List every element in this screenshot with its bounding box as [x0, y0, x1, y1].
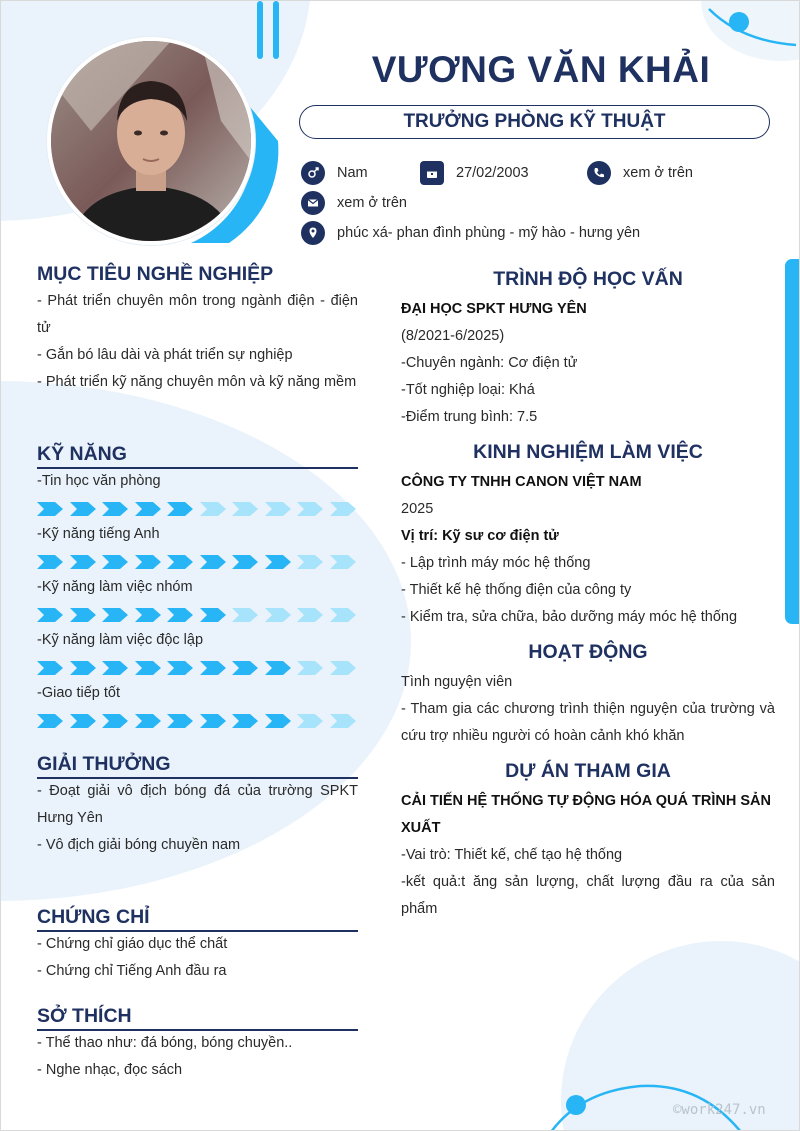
skill-arrow-filled	[232, 714, 258, 728]
skill-arrow-filled	[232, 555, 258, 569]
skill-arrow-empty	[297, 714, 323, 728]
experience-company: CÔNG TY TNHH CANON VIỆT NAM	[401, 474, 642, 490]
skill-arrow-empty	[330, 502, 356, 516]
skill-rating	[37, 608, 362, 622]
education-heading: TRÌNH ĐỘ HỌC VẤN	[493, 268, 683, 290]
skill-arrow-empty	[232, 608, 258, 622]
decor-bar	[273, 1, 279, 59]
skill-arrow-filled	[37, 714, 63, 728]
skill-rating	[37, 502, 362, 516]
skill-arrow-empty	[297, 502, 323, 516]
calendar-icon	[420, 161, 444, 185]
skill-rating	[37, 555, 362, 569]
skills-heading: KỸ NĂNG	[37, 443, 127, 465]
gender-value: Nam	[337, 165, 368, 181]
skill-arrow-filled	[200, 661, 226, 675]
skill-arrow-filled	[37, 555, 63, 569]
skill-arrow-empty	[200, 502, 226, 516]
skill-arrow-filled	[167, 714, 193, 728]
objective-heading: MỤC TIÊU NGHỀ NGHIỆP	[37, 263, 274, 285]
education-school: ĐẠI HỌC SPKT HƯNG YÊN	[401, 301, 587, 317]
phone-value: xem ở trên	[623, 165, 693, 181]
project-role: -Vai trò: Thiết kế, chế tạo hệ thống	[401, 847, 623, 863]
contact-birthday	[420, 161, 529, 185]
skill-arrow-filled	[232, 661, 258, 675]
candidate-name: VƯƠNG VĂN KHẢI	[371, 49, 711, 90]
skill-arrow-filled	[102, 502, 128, 516]
projects-heading: DỰ ÁN THAM GIA	[505, 760, 671, 782]
skill-arrow-empty	[330, 714, 356, 728]
skill-arrow-filled	[200, 608, 226, 622]
decor-bar	[257, 1, 263, 59]
education-major: -Chuyên ngành: Cơ điện tử	[401, 355, 578, 371]
skill-arrow-filled	[135, 555, 161, 569]
project-name: CẢI TIẾN HỆ THỐNG TỰ ĐỘNG HÓA QUÁ TRÌNH SẢN XUẤT	[401, 793, 771, 836]
skill-arrow-filled	[200, 555, 226, 569]
skill-arrow-filled	[102, 661, 128, 675]
education-period: (8/2021-6/2025)	[401, 328, 505, 344]
activity-description: - Tham gia các chương trình thiện nguyện của trường và cứu trợ nhiều người có hoàn cảnh khó khăn	[401, 701, 775, 744]
hobby-line: - Thể thao như: đá bóng, bóng chuyền..	[37, 1035, 293, 1051]
skill-rating	[37, 661, 362, 675]
experience-duty: - Thiết kế hệ thống điện của công ty	[401, 582, 632, 598]
gender-icon	[301, 161, 325, 185]
job-title: TRƯỞNG PHÒNG KỸ THUẬT	[299, 105, 770, 139]
hobby-line: - Nghe nhạc, đọc sách	[37, 1062, 183, 1078]
email-value: xem ở trên	[337, 195, 407, 211]
skill-arrow-empty	[330, 661, 356, 675]
avatar-photo	[51, 41, 251, 241]
skill-arrow-filled	[135, 714, 161, 728]
skill-label: -Kỹ năng làm việc độc lập	[37, 632, 204, 648]
education-gpa: -Điểm trung bình: 7.5	[401, 409, 538, 425]
objective-line: - Phát triển chuyên môn trong ngành điện - điện tử	[37, 293, 358, 336]
skill-arrow-filled	[102, 555, 128, 569]
objective-line: - Phát triển kỹ năng chuyên môn và kỹ năng mềm	[37, 374, 357, 390]
skill-arrow-filled	[167, 661, 193, 675]
certificate-line: - Chứng chỉ Tiếng Anh đầu ra	[37, 963, 227, 979]
skill-arrow-filled	[102, 608, 128, 622]
skill-arrow-filled	[37, 502, 63, 516]
skill-arrow-filled	[70, 608, 96, 622]
skill-arrow-filled	[102, 714, 128, 728]
skill-arrow-filled	[265, 555, 291, 569]
skill-arrow-filled	[167, 502, 193, 516]
certificate-line: - Chứng chỉ giáo dục thể chất	[37, 936, 228, 952]
activity-role: Tình nguyện viên	[401, 674, 513, 690]
experience-year: 2025	[401, 501, 434, 517]
skill-arrow-filled	[200, 714, 226, 728]
skill-arrow-empty	[265, 608, 291, 622]
hobbies-heading: SỞ THÍCH	[37, 1005, 132, 1027]
award-line: - Đoạt giải vô địch bóng đá của trường SPKT Hưng Yên	[37, 783, 358, 826]
skill-arrow-filled	[135, 661, 161, 675]
experience-duty: - Kiểm tra, sửa chữa, bảo dưỡng máy móc hệ thống	[401, 609, 738, 625]
contact-gender	[301, 161, 368, 185]
skill-arrow-empty	[330, 608, 356, 622]
decor-side-bar	[785, 259, 799, 624]
skill-arrow-filled	[37, 661, 63, 675]
skill-arrow-empty	[297, 608, 323, 622]
experience-position: Vị trí: Kỹ sư cơ điện tử	[401, 528, 559, 544]
skill-label: -Kỹ năng làm việc nhóm	[37, 579, 193, 595]
contact-address	[301, 221, 640, 245]
envelope-icon	[301, 191, 325, 215]
skill-arrow-empty	[330, 555, 356, 569]
skill-arrow-filled	[70, 661, 96, 675]
avatar	[47, 37, 255, 245]
skill-label: -Kỹ năng tiếng Anh	[37, 526, 160, 542]
skill-arrow-filled	[135, 502, 161, 516]
education-grade: -Tốt nghiệp loại: Khá	[401, 382, 535, 398]
skill-arrow-filled	[37, 608, 63, 622]
contact-phone	[587, 161, 693, 185]
experience-heading: KINH NGHIỆM LÀM VIỆC	[473, 441, 703, 463]
skill-arrow-empty	[297, 661, 323, 675]
phone-icon	[587, 161, 611, 185]
skill-arrow-filled	[265, 714, 291, 728]
project-result: -kết quả:t ăng sản lượng, chất lượng đầu ra của sản phẩm	[401, 874, 775, 917]
skill-arrow-empty	[265, 502, 291, 516]
activities-heading: HOẠT ĐỘNG	[528, 641, 648, 663]
watermark: ©work247.vn	[673, 1102, 766, 1118]
certificates-heading: CHỨNG CHỈ	[37, 906, 150, 928]
skill-arrow-filled	[167, 555, 193, 569]
objective-line: - Gắn bó lâu dài và phát triển sự nghiệp	[37, 347, 293, 363]
experience-duty: - Lập trình máy móc hệ thống	[401, 555, 591, 571]
address-value: phúc xá- phan đình phùng - mỹ hào - hưng yên	[337, 225, 641, 241]
skill-rating	[37, 714, 362, 728]
skill-arrow-filled	[265, 661, 291, 675]
award-line: - Vô địch giải bóng chuyền nam	[37, 837, 241, 853]
skill-label: -Giao tiếp tốt	[37, 685, 121, 701]
skill-arrow-filled	[70, 502, 96, 516]
skill-arrow-empty	[297, 555, 323, 569]
contact-email	[301, 191, 407, 215]
skill-arrow-filled	[135, 608, 161, 622]
awards-heading: GIẢI THƯỞNG	[37, 753, 171, 775]
skill-arrow-filled	[70, 555, 96, 569]
skill-label: -Tin học văn phòng	[37, 473, 161, 489]
location-pin-icon	[301, 221, 325, 245]
skill-arrow-empty	[232, 502, 258, 516]
birthday-value: 27/02/2003	[456, 165, 529, 181]
skill-arrow-filled	[70, 714, 96, 728]
skill-arrow-filled	[167, 608, 193, 622]
